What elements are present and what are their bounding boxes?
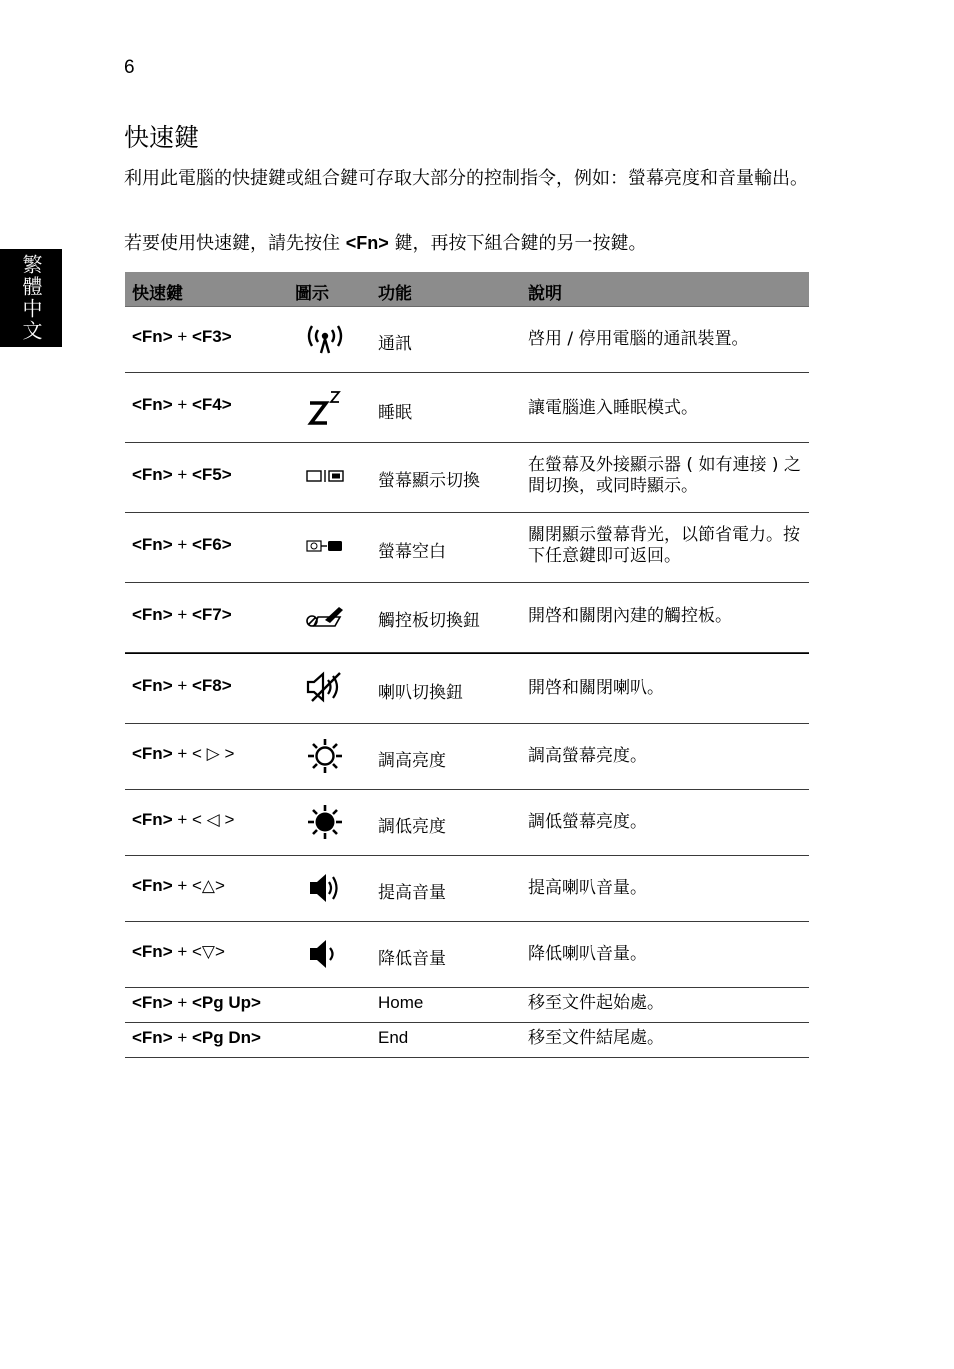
- table-row: [125, 790, 809, 856]
- language-tab-label: 繁體中文: [19, 254, 43, 342]
- hotkey-cell: <Fn> + <▽>: [132, 942, 225, 961]
- function-cell: End: [378, 1028, 409, 1047]
- table-row: [125, 653, 809, 724]
- function-cell: 降低音量: [378, 949, 446, 969]
- table-row: [125, 922, 809, 988]
- description-cell: 移至文件起始處。: [528, 993, 664, 1013]
- page-title: 快速鍵: [124, 123, 200, 152]
- function-cell: 喇叭切換鈕: [378, 683, 463, 703]
- description-cell: 開啓和關閉喇叭。: [528, 678, 664, 698]
- screen-blank-icon: [303, 527, 347, 565]
- header-hotkey: 快速鍵: [132, 284, 183, 304]
- language-tab: [0, 249, 62, 347]
- table-row: [125, 856, 809, 922]
- hotkey-cell: <Fn> + < ◁ >: [132, 810, 235, 829]
- display-toggle-icon: [303, 457, 347, 495]
- description-cell: 讓電腦進入睡眠模式。: [528, 398, 698, 418]
- table-row: [125, 443, 809, 513]
- description-cell: 調高螢幕亮度。: [528, 746, 647, 766]
- brightness-down-icon: [303, 803, 347, 841]
- table-header: [125, 272, 809, 307]
- description-cell: 啓用 / 停用電腦的通訊裝置。: [528, 329, 749, 349]
- header-function: 功能: [378, 284, 412, 304]
- description-cell: 開啓和關閉內建的觸控板。: [528, 606, 732, 626]
- table-row: [125, 307, 809, 373]
- function-cell: 調高亮度: [378, 751, 446, 771]
- hotkey-cell: <Fn> + <F4>: [132, 395, 232, 414]
- description-cell: 移至文件結尾處。: [528, 1028, 664, 1048]
- volume-up-icon: [303, 869, 347, 907]
- description-cell: 提高喇叭音量。: [528, 878, 647, 898]
- hotkey-cell: <Fn> + <F6>: [132, 535, 232, 554]
- touchpad-toggle-icon: [303, 597, 347, 635]
- hotkey-cell: <Fn> + <F7>: [132, 605, 232, 624]
- function-cell: Home: [378, 993, 424, 1012]
- description-cell: 在螢幕及外接顯示器 ( 如有連接 ) 之間切換，或同時顯示。: [528, 455, 801, 496]
- header-description: 說明: [528, 284, 562, 304]
- function-cell: 螢幕空白: [378, 542, 446, 562]
- page-number: 6: [124, 57, 135, 78]
- hotkey-cell: <Fn> + <F8>: [132, 676, 232, 695]
- table-row: [125, 724, 809, 790]
- description-cell: 調低螢幕亮度。: [528, 812, 647, 832]
- table-row: [125, 1023, 809, 1058]
- function-cell: 睡眠: [378, 403, 412, 423]
- fn-key: <Fn>: [345, 233, 389, 253]
- instruction-paragraph: 若要使用快速鍵，請先按住 <Fn> 鍵，再按下組合鍵的另一按鍵。: [124, 233, 647, 254]
- table-row: [125, 988, 809, 1023]
- hotkey-cell: <Fn> + <F5>: [132, 465, 232, 484]
- hotkey-cell: <Fn> + <Pg Dn>: [132, 1028, 261, 1047]
- volume-down-icon: [303, 935, 347, 973]
- function-cell: 提高音量: [378, 883, 446, 903]
- function-cell: 螢幕顯示切換: [378, 471, 480, 491]
- sleep-icon: [303, 389, 347, 427]
- function-cell: 調低亮度: [378, 817, 446, 837]
- function-cell: 觸控板切換鈕: [378, 611, 480, 631]
- speaker-mute-icon: [303, 668, 347, 706]
- hotkey-cell: <Fn> + <Pg Up>: [132, 993, 261, 1012]
- hotkey-table: [125, 272, 809, 1058]
- header-icon: 圖示: [295, 284, 329, 304]
- hotkey-cell: <Fn> + < ▷ >: [132, 744, 235, 763]
- hotkey-cell: <Fn> + <△>: [132, 876, 225, 895]
- function-cell: 通訊: [378, 334, 412, 354]
- description-cell: 關閉顯示螢幕背光，以節省電力。按下任意鍵即可返回。: [528, 525, 800, 566]
- intro-paragraph: 利用此電腦的快捷鍵或組合鍵可存取大部分的控制指令，例如：螢幕亮度和音量輸出。: [124, 168, 808, 189]
- table-row: [125, 373, 809, 443]
- brightness-up-icon: [303, 737, 347, 775]
- hotkey-cell: <Fn> + <F3>: [132, 327, 232, 346]
- table-row: [125, 583, 809, 653]
- table-row: [125, 513, 809, 583]
- wireless-icon: [303, 321, 347, 359]
- description-cell: 降低喇叭音量。: [528, 944, 647, 964]
